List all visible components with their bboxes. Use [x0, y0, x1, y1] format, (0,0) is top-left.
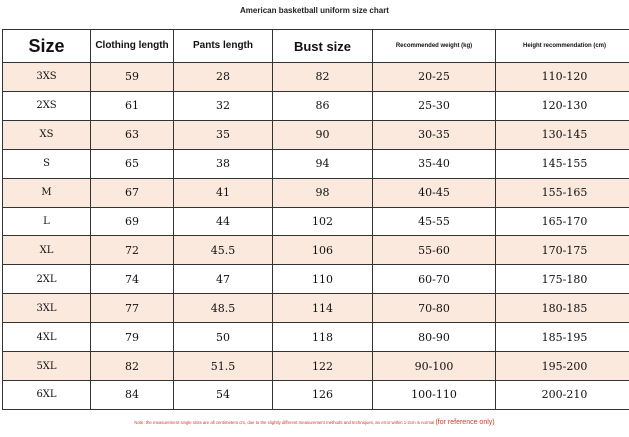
- cell-bust-size: 90: [273, 120, 373, 149]
- cell-bust-size: 82: [273, 63, 373, 92]
- cell-bust-size: 110: [273, 265, 373, 294]
- table-row: [3, 63, 629, 92]
- cell-pants-length: 44: [174, 207, 273, 236]
- cell-size: 2XL: [3, 265, 91, 294]
- cell-bust-size: 86: [273, 91, 373, 120]
- header-bust-size: Bust size: [273, 30, 373, 63]
- cell-pants-length: 32: [174, 91, 273, 120]
- cell-height-recommendation: 130-145: [496, 120, 629, 149]
- note-reference: (for reference only): [435, 419, 495, 426]
- cell-clothing-length: 67: [91, 178, 174, 207]
- cell-bust-size: 118: [273, 323, 373, 352]
- size-table: [2, 29, 629, 410]
- cell-height-recommendation: 165-170: [496, 207, 629, 236]
- cell-height-recommendation: 120-130: [496, 91, 629, 120]
- cell-pants-length: 51.5: [174, 352, 273, 381]
- header-clothing-length: Clothing length: [91, 30, 174, 63]
- table-row: [3, 178, 629, 207]
- cell-bust-size: 114: [273, 294, 373, 323]
- cell-height-recommendation: 155-165: [496, 178, 629, 207]
- cell-pants-length: 35: [174, 120, 273, 149]
- cell-clothing-length: 77: [91, 294, 174, 323]
- cell-bust-size: 106: [273, 236, 373, 265]
- header-size: Size: [3, 30, 91, 63]
- cell-pants-length: 50: [174, 323, 273, 352]
- cell-clothing-length: 74: [91, 265, 174, 294]
- table-row: [3, 91, 629, 120]
- cell-clothing-length: 65: [91, 149, 174, 178]
- cell-pants-length: 38: [174, 149, 273, 178]
- cell-pants-length: 41: [174, 178, 273, 207]
- cell-recommended-weight: 90-100: [373, 352, 496, 381]
- cell-size: 3XS: [3, 63, 91, 92]
- header-height-recommendation: Height recommendation (cm): [496, 30, 629, 63]
- cell-clothing-length: 63: [91, 120, 174, 149]
- cell-clothing-length: 59: [91, 63, 174, 92]
- cell-recommended-weight: 55-60: [373, 236, 496, 265]
- cell-bust-size: 94: [273, 149, 373, 178]
- cell-recommended-weight: 40-45: [373, 178, 496, 207]
- cell-clothing-length: 69: [91, 207, 174, 236]
- cell-recommended-weight: 70-80: [373, 294, 496, 323]
- cell-recommended-weight: 60-70: [373, 265, 496, 294]
- cell-clothing-length: 79: [91, 323, 174, 352]
- cell-size: 2XS: [3, 91, 91, 120]
- cell-clothing-length: 61: [91, 91, 174, 120]
- cell-bust-size: 122: [273, 352, 373, 381]
- cell-pants-length: 28: [174, 63, 273, 92]
- header-row: [3, 30, 629, 63]
- cell-height-recommendation: 185-195: [496, 323, 629, 352]
- cell-pants-length: 45.5: [174, 236, 273, 265]
- cell-recommended-weight: 25-30: [373, 91, 496, 120]
- table-row: [3, 236, 629, 265]
- cell-size: M: [3, 178, 91, 207]
- cell-pants-length: 54: [174, 380, 273, 409]
- cell-bust-size: 126: [273, 380, 373, 409]
- cell-recommended-weight: 80-90: [373, 323, 496, 352]
- cell-size: 5XL: [3, 352, 91, 381]
- cell-size: S: [3, 149, 91, 178]
- table-row: [3, 149, 629, 178]
- cell-size: XS: [3, 120, 91, 149]
- cell-height-recommendation: 175-180: [496, 265, 629, 294]
- cell-bust-size: 102: [273, 207, 373, 236]
- table-row: [3, 294, 629, 323]
- cell-pants-length: 48.5: [174, 294, 273, 323]
- cell-clothing-length: 72: [91, 236, 174, 265]
- cell-recommended-weight: 35-40: [373, 149, 496, 178]
- note-text: Note: the measurement single slots are all centimeters cm, due to the slightly different measurement methods and techniques, an error within 1-2cm is normal: [134, 420, 435, 425]
- cell-size: XL: [3, 236, 91, 265]
- cell-height-recommendation: 145-155: [496, 149, 629, 178]
- header-pants-length: Pants length: [174, 30, 273, 63]
- cell-size: 6XL: [3, 380, 91, 409]
- cell-pants-length: 47: [174, 265, 273, 294]
- cell-size: 3XL: [3, 294, 91, 323]
- cell-clothing-length: 82: [91, 352, 174, 381]
- cell-height-recommendation: 170-175: [496, 236, 629, 265]
- cell-recommended-weight: 20-25: [373, 63, 496, 92]
- cell-bust-size: 98: [273, 178, 373, 207]
- table-row: [3, 323, 629, 352]
- cell-height-recommendation: 200-210: [496, 380, 629, 409]
- header-recommended-weight: Recommended weight (kg): [373, 30, 496, 63]
- cell-height-recommendation: 110-120: [496, 63, 629, 92]
- table-row: [3, 380, 629, 409]
- table-row: [3, 352, 629, 381]
- cell-clothing-length: 84: [91, 380, 174, 409]
- chart-title: American basketball uniform size chart: [240, 6, 389, 15]
- cell-size: L: [3, 207, 91, 236]
- measurement-note: [0, 419, 629, 426]
- cell-size: 4XL: [3, 323, 91, 352]
- cell-height-recommendation: 195-200: [496, 352, 629, 381]
- cell-recommended-weight: 45-55: [373, 207, 496, 236]
- cell-recommended-weight: 30-35: [373, 120, 496, 149]
- cell-recommended-weight: 100-110: [373, 380, 496, 409]
- table-row: [3, 120, 629, 149]
- table-row: [3, 265, 629, 294]
- cell-height-recommendation: 180-185: [496, 294, 629, 323]
- table-row: [3, 207, 629, 236]
